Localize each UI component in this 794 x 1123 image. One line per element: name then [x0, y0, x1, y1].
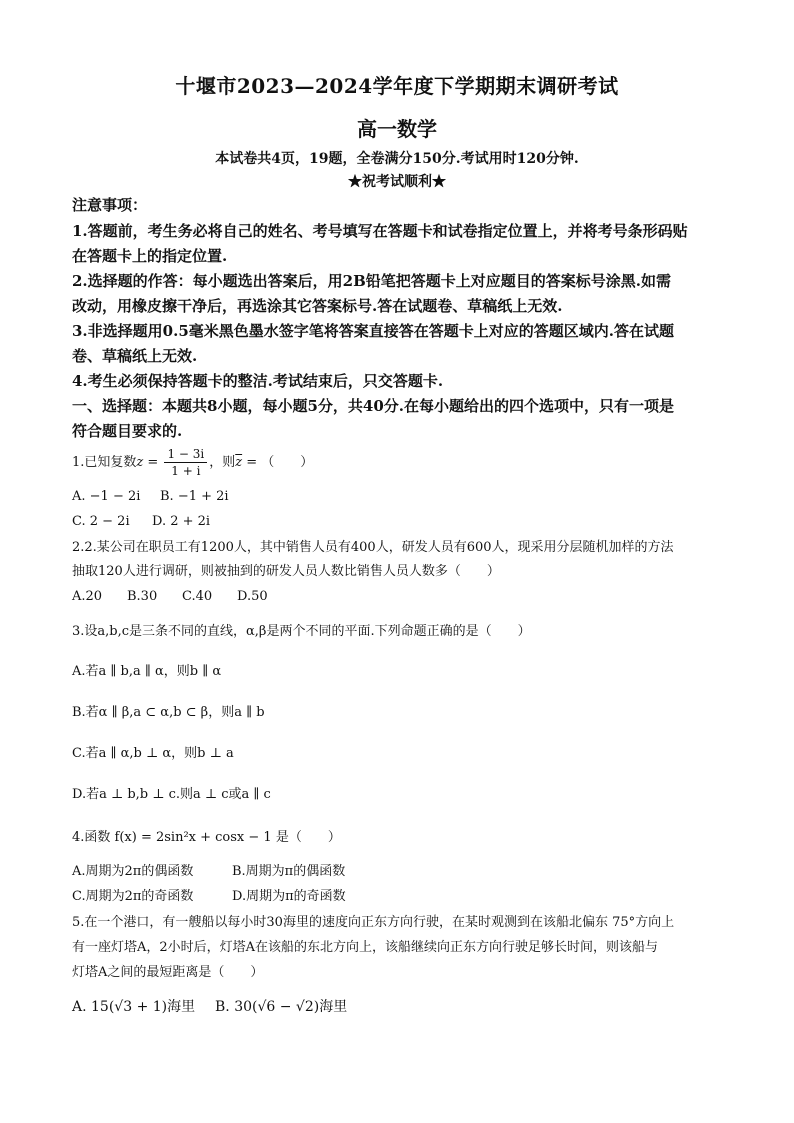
good-luck-line: ★祝考试顺利★ [348, 174, 446, 190]
q1-z: z [136, 455, 144, 470]
note-4: 4.考生必须保持答题卡的整洁.考试结束后，只交答题卡. [72, 372, 444, 390]
q3-option-c: C.若a ∥ α,b ⊥ α，则b ⊥ a [72, 746, 234, 761]
q3-option-b: B.若α ∥ β,a ⊂ α,b ⊂ β，则a ∥ b [72, 705, 265, 720]
q1-mid: ，则 [209, 455, 236, 470]
question-4-stem: 4.函数 f(x) = 2sin²x + cosx − 1 是（ ） [72, 830, 341, 845]
q1-tail: = （ ） [242, 455, 314, 470]
question-3-stem: 3.设a,b,c是三条不同的直线，α,β是两个不同的平面.下列命题正确的是（ ） [72, 624, 531, 639]
q2-option-a: A.20 [72, 589, 103, 604]
q4-option-b: B.周期为π的偶函数 [232, 864, 346, 879]
section1-instructions-line1: 一、选择题：本题共8小题，每小题5分，共40分.在每小题给出的四个选项中，只有一项是 [72, 397, 674, 415]
q4-option-c: C.周期为2π的奇函数 [72, 889, 194, 904]
note-2-line1: 2.选择题的作答：每小题选出答案后，用2B铅笔把答题卡上对应题目的答案标号涂黑.如需 [72, 272, 672, 290]
q2-option-d: D.50 [237, 589, 268, 604]
exam-title: 十堰市2023—2024学年度下学期期末调研考试 [175, 74, 619, 98]
question-2-line1: 2.2.某公司在职员工有1200人，其中销售人员有400人，研发人员有600人，现采用分层随机加样的方法 [72, 540, 674, 555]
section1-instructions-line2: 符合题目要求的. [72, 422, 183, 440]
q1-prefix: 1.已知复数 [72, 455, 137, 470]
q4-option-d: D.周期为π的奇函数 [232, 889, 346, 904]
note-1-line2: 在答题卡上的指定位置. [72, 247, 228, 265]
q1-option-d: D. 2 + 2i [152, 514, 211, 529]
note-2-line2: 改动，用橡皮擦干净后，再选涂其它答案标号.答在试题卷、草稿纸上无效. [72, 297, 563, 315]
q1-denominator: 1 + i [171, 464, 201, 478]
q1-zbar: $\overline{z}$ [235, 455, 243, 470]
question-5-line1: 5.在一个港口，有一艘船以每小时30海里的速度向正东方向行驶，在某时观测到在该船北偏东 75°方向上 [72, 915, 675, 930]
notes-heading: 注意事项： [72, 196, 148, 214]
q5-option-b: B. 30(√6 − √2)海里 [215, 999, 348, 1015]
note-1-line1: 1.答题前，考生务必将自己的姓名、考号填写在答题卡和试卷指定位置上，并将考号条形码贴 [72, 222, 688, 240]
q1-eq: = [143, 455, 163, 470]
q2-option-b: B.30 [127, 589, 158, 604]
question-2-line2: 抽取120人进行调研，则被抽到的研发人员人数比销售人员人数多（ ） [72, 564, 500, 579]
subject-title: 高一数学 [357, 117, 437, 141]
question-5-line3: 灯塔A之间的最短距离是（ ） [72, 965, 264, 980]
q2-option-c: C.40 [182, 589, 213, 604]
q3-option-d: D.若a ⊥ b,b ⊥ c.则a ⊥ c或a ∥ c [72, 787, 271, 802]
question-1-stem [72, 446, 724, 480]
q1-option-a: A. −1 − 2i [72, 489, 141, 504]
q5-option-a: A. 15(√3 + 1)海里 [72, 999, 196, 1015]
q1-option-b: B. −1 + 2i [160, 489, 229, 504]
q1-fraction [164, 446, 207, 479]
question-5-line2: 有一座灯塔A，2小时后，灯塔A在该船的东北方向上，该船继续向正东方向行驶足够长时间，则该船与 [72, 940, 659, 955]
q4-option-a: A.周期为2π的偶函数 [72, 864, 194, 879]
q1-option-c: C. 2 − 2i [72, 514, 130, 529]
q3-option-a: A.若a ∥ b,a ∥ α，则b ∥ α [72, 664, 222, 679]
exam-info: 本试卷共4页，19题，全卷满分150分.考试用时120分钟. [215, 151, 579, 167]
note-3-line1: 3.非选择题用0.5毫米黑色墨水签字笔将答案直接答在答题卡上对应的答题区域内.答在试题 [72, 322, 674, 340]
note-3-line2: 卷、草稿纸上无效. [72, 347, 198, 365]
q1-numerator: 1 − 3i [164, 446, 207, 463]
